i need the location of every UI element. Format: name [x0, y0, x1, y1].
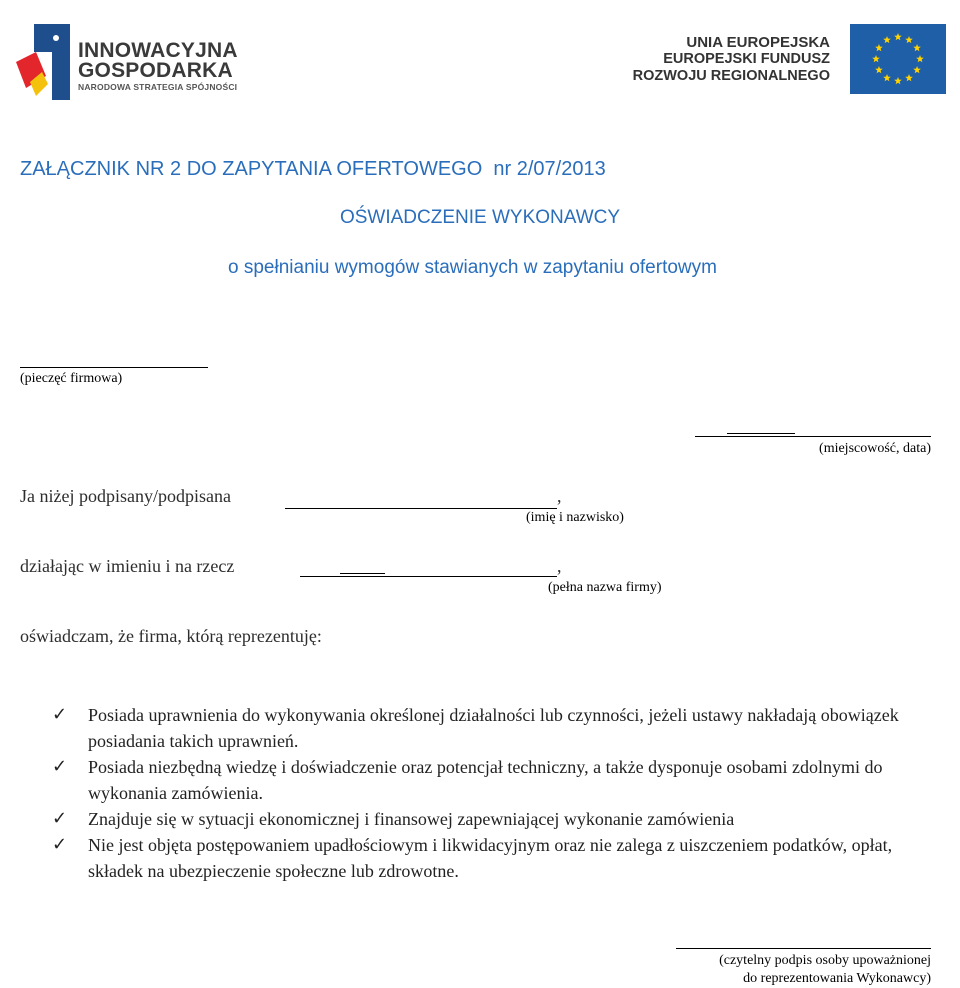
eu-erdf-logo	[632, 24, 950, 96]
checkmark-icon: ✓	[52, 808, 68, 829]
document-title: ZAŁĄCZNIK NR 2 DO ZAPYTANIA OFERTOWEGO nr 2/07/2013	[20, 158, 606, 180]
signature-line	[676, 948, 931, 949]
signature-label-line-2: do reprezentowania Wykonawcy)	[743, 971, 931, 986]
requirements-checklist	[52, 702, 932, 884]
company-stamp-label: (pieczęć firmowa)	[20, 371, 123, 386]
logo-emblem-icon	[12, 22, 74, 102]
statement-subtitle: o spełnianiu wymogów stawianych w zapytaniu ofertowym	[228, 257, 717, 278]
eu-flag-icon	[850, 24, 946, 94]
checklist-item-text: Nie jest objęta postępowaniem upadłościowym i likwidacyjnym oraz nie zalega z uiszczeniem podatków, opłat, składek na ubezpieczenie społeczne lub zdrowotne.	[88, 835, 893, 881]
checklist-item-text: Posiada uprawnienia do wykonywania określonej działalności lub czynności, jeżeli ustawy nakładają obowiązek posiadania takich uprawnień.	[88, 705, 899, 751]
company-name-label: (pełna nazwa firmy)	[548, 580, 662, 595]
checklist-item	[52, 806, 932, 832]
checkmark-icon: ✓	[52, 704, 68, 725]
acting-comma: ,	[557, 556, 562, 576]
eu-line-3: ROZWOJU REGIONALNEGO	[632, 68, 830, 84]
place-date-label: (miejscowość, data)	[819, 441, 931, 456]
eu-line-2: EUROPEJSKI FUNDUSZ	[663, 51, 830, 67]
company-name-line	[300, 576, 557, 577]
place-date-line	[695, 436, 931, 437]
innowacyjna-gospodarka-logo	[12, 22, 252, 102]
checklist-item-text: Znajduje się w sytuacji ekonomicznej i finansowej zapewniającej wykonanie zamówienia	[88, 809, 735, 829]
checklist-item	[52, 754, 932, 806]
declaration-text: oświadczam, że firma, którą reprezentuję:	[20, 626, 322, 646]
statement-title: OŚWIADCZENIE WYKONAWCY	[339, 207, 621, 228]
logo-line-3: NARODOWA STRATEGIA SPÓJNOŚCI	[78, 82, 238, 92]
checklist-item	[52, 832, 932, 884]
company-stamp-line	[20, 367, 208, 368]
signature-label-line-1: (czytelny podpis osoby upoważnionej	[719, 953, 931, 968]
eu-line-1: UNIA EUROPEJSKA	[686, 34, 830, 51]
company-name-line-accent	[340, 573, 385, 574]
signer-prefix: Ja niżej podpisany/podpisana	[20, 486, 231, 506]
signature-label	[671, 952, 931, 988]
logo-line-1: INNOWACYJNA	[78, 39, 238, 62]
signer-name-line	[285, 508, 557, 509]
checklist-item-text: Posiada niezbędną wiedzę i doświadczenie oraz potencjał techniczny, a także dysponuje osobami zdolnymi do wykonania zamówienia.	[88, 757, 883, 803]
logo-line-2: GOSPODARKA	[78, 59, 233, 82]
checkmark-icon: ✓	[52, 834, 68, 855]
place-date-line-accent	[727, 433, 795, 434]
acting-prefix: działając w imieniu i na rzecz	[20, 556, 235, 576]
checkmark-icon: ✓	[52, 756, 68, 777]
signer-comma: ,	[557, 486, 562, 506]
checklist-item	[52, 702, 932, 754]
signer-name-label: (imię i nazwisko)	[526, 510, 624, 525]
